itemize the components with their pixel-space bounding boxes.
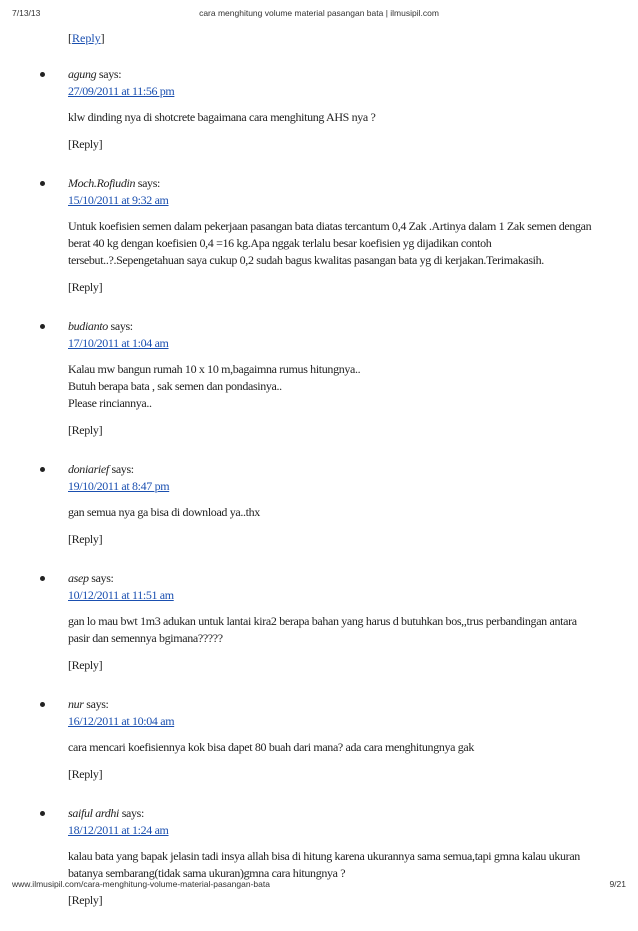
comment-meta (68, 805, 598, 822)
says-label: says: (110, 319, 133, 333)
bullet-icon (40, 324, 45, 329)
page-footer (12, 879, 626, 893)
comment-author: nur (68, 697, 84, 711)
says-label: says: (91, 571, 114, 585)
comment-body (68, 696, 598, 783)
reply-link[interactable]: Reply (71, 280, 99, 294)
comment-body (68, 461, 598, 548)
comment-author: asep (68, 571, 89, 585)
comment-item (0, 318, 638, 439)
comment-text: kalau bata yang bapak jelasin tadi insya allah bisa di hitung karena ukurannya sama semua,tapi gmna kalau ukuran batanya sembarang(tidak sama ukuran)gmna cara hitungnya ? (68, 849, 580, 880)
reply-link[interactable]: Reply (72, 31, 101, 45)
says-label: says: (98, 67, 122, 81)
comment-body (68, 175, 598, 296)
bullet-icon (40, 467, 45, 472)
comment-item (0, 570, 638, 674)
page-header (12, 8, 626, 22)
comment-text: klw dinding nya di shotcrete bagaimana cara menghitung AHS nya ? (68, 110, 376, 124)
comment-list (0, 66, 638, 909)
comments-section (0, 30, 638, 931)
comment-date-link[interactable]: 17/10/2011 at 1:04 am (68, 336, 169, 350)
comment-meta (68, 66, 598, 83)
comment-item (0, 461, 638, 548)
reply-link[interactable]: Reply (71, 767, 99, 781)
comment-meta (68, 175, 598, 192)
bullet-icon (40, 72, 45, 77)
reply-link-wrapper: [Reply] (68, 532, 103, 546)
comment-author: saiful ardhi (68, 806, 120, 820)
page-title: cara menghitung volume material pasangan bata | ilmusipil.com (199, 8, 439, 18)
comment-date-link[interactable]: 27/09/2011 at 11:56 pm (68, 84, 175, 98)
comment-text: gan lo mau bwt 1m3 adukan untuk lantai kira2 berapa bahan yang harus d butuhkan bos,,trus perbandingan antara pasir dan semennya bgimana????? (68, 614, 577, 645)
reply-link-wrapper: [Reply] (68, 280, 103, 294)
says-label: says: (137, 176, 161, 190)
comment-text: cara mencari koefisiennya kok bisa dapet 80 buah dari mana? ada cara menghitungnya gak (68, 740, 475, 754)
comment-item (0, 805, 638, 909)
bullet-icon (40, 576, 45, 581)
comment-text: Kalau mw bangun rumah 10 x 10 m,bagaimna rumus hitungnya.. Butuh berapa bata , sak semen dan pondasinya.. Please rinciannya.. (68, 362, 361, 410)
comment-author: budianto (68, 319, 108, 333)
comment-item (0, 66, 638, 153)
says-label: says: (86, 697, 109, 711)
reply-link-wrapper: [Reply] (68, 423, 103, 437)
comment-meta (68, 461, 598, 478)
comment-date-link[interactable]: 19/10/2011 at 8:47 pm (68, 479, 170, 493)
reply-link[interactable]: Reply (71, 658, 99, 672)
reply-link-wrapper: [Reply] (68, 893, 103, 907)
page-number: 9/21 (609, 879, 626, 889)
comment-body (68, 66, 598, 153)
comment-text: gan semua nya ga bisa di download ya..thx (68, 505, 260, 519)
comment-meta (68, 570, 598, 587)
bullet-icon (40, 702, 45, 707)
comment-body (68, 570, 598, 674)
reply-link-wrapper: [Reply] (68, 137, 103, 151)
comment-date-link[interactable]: 10/12/2011 at 11:51 am (68, 588, 174, 602)
comment-date-link[interactable]: 15/10/2011 at 9:32 am (68, 193, 169, 207)
page-url: www.ilmusipil.com/cara-menghitung-volume-material-pasangan-bata (12, 879, 270, 889)
comment-item (0, 175, 638, 296)
bullet-icon (40, 181, 45, 186)
comment-meta (68, 696, 598, 713)
says-label: says: (111, 462, 134, 476)
comment-author: Moch.Rofiudin (68, 176, 136, 190)
comment-author: doniarief (68, 462, 109, 476)
comment-body (68, 805, 598, 909)
comment-meta (68, 318, 598, 335)
reply-link[interactable]: Reply (71, 532, 99, 546)
comment-date-link[interactable]: 16/12/2011 at 10:04 am (68, 714, 175, 728)
reply-link[interactable]: Reply (71, 893, 99, 907)
comment-text: Untuk koefisien semen dalam pekerjaan pasangan bata diatas tercantum 0,4 Zak .Artinya dalam 1 Zak semen dengan berat 40 kg dengan koefisien 0,4 =16 kg.Apa nggak terlalu besar koefisien yg dijadikan contoh tersebut..?.Sepengetahuan saya cukup 0,2 sudah bagus kwalitas pasangan bata yg di kerjakan.Terimakasih. (68, 219, 592, 267)
comment-date-link[interactable]: 18/12/2011 at 1:24 am (68, 823, 169, 837)
comment-author: agung (68, 67, 97, 81)
reply-link[interactable]: Reply (71, 137, 99, 151)
reply-link-wrapper: [Reply] (68, 658, 103, 672)
reply-link-wrapper: [Reply] (68, 31, 105, 45)
reply-link[interactable]: Reply (71, 423, 99, 437)
comment-body (68, 318, 598, 439)
bullet-icon (40, 811, 45, 816)
reply-link-wrapper: [Reply] (68, 767, 103, 781)
says-label: says: (121, 806, 144, 820)
print-date: 7/13/13 (12, 8, 41, 18)
comment-item (0, 696, 638, 783)
